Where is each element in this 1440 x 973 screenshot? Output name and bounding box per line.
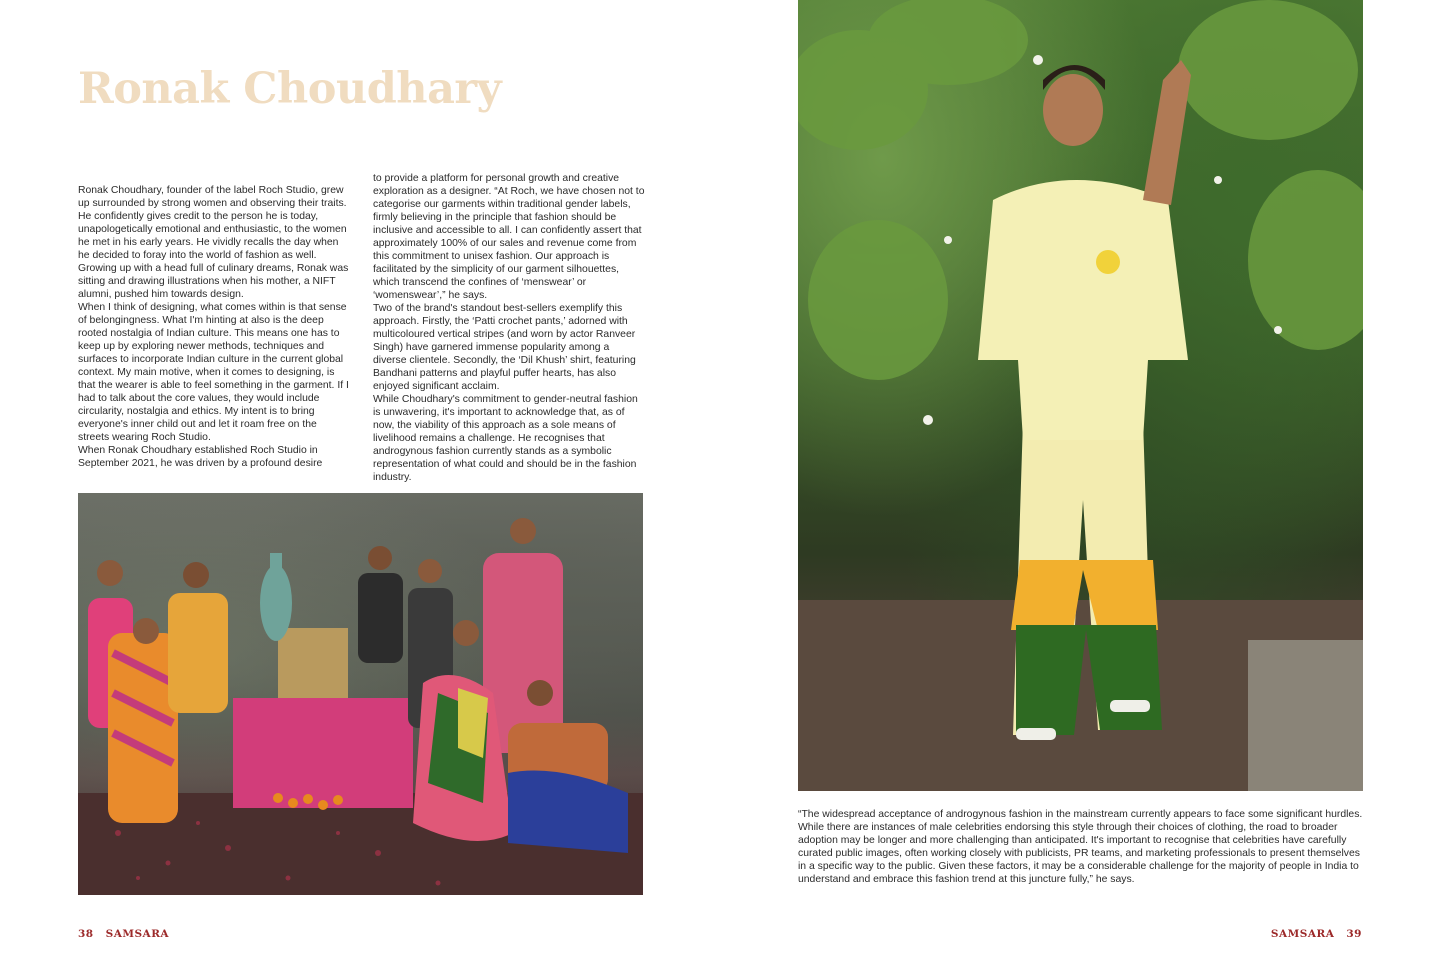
group-photo-illustration [78,493,643,895]
page-number: 38 [78,928,94,940]
pull-quote: “The widespread acceptance of androgynous fashion in the mainstream currently appears to face some significant hurdles. While there are instances of male celebrities endorsing this style through their choices of clothing, the road to broader adoption may be longer and more challenging than anticipated. It's important to recognise that celebrities have carefully curated public images, often working closely with publicists, PR teams, and marketing professionals to present themselves in a specific way to the public. Given these factors, it may be a considerable challenge for the majority of people in India to understand and embrace this fashion trend at this juncture fully,” he says. [798,809,1363,885]
portrait-photo-illustration [798,0,1363,791]
footer-left [78,928,169,940]
text-column-2 [373,172,645,484]
right-page [720,0,1440,973]
text-column-1 [78,184,350,470]
footer-right [1271,928,1362,940]
portrait-photo [798,0,1363,791]
paragraph: When I think of designing, what comes within is that sense of belongingness. What I'm hinting at also is the deep rooted nostalgia of Indian culture. This means one has to keep up by exploring newer methods, techniques and surfaces to incorporate Indian culture in the current global context. My main motive, when it comes to designing, is that the wearer is able to feel something in the garment. If I had to talk about the core values, they would include circularity, nostalgia and ethics. My intent is to bring everyone's inner child out and let it roam free on the streets wearing Roch Studio. [78,302,349,443]
group-photo [78,493,643,895]
paragraph: When Ronak Choudhary established Roch Studio in September 2021, he was driven by a profound desire [78,445,323,469]
magazine-name: SAMSARA [105,928,170,940]
paragraph: While Choudhary's commitment to gender-neutral fashion is unwavering, it's important to acknowledge that, as of now, the viability of this approach as a sole means of livelihood remains a challenge. He recognises that androgynous fashion currently stands as a symbolic representation of what could and should be in the fashion industry. [373,394,638,483]
paragraph: to provide a platform for personal growth and creative exploration as a designer. “At Roch, we have chosen not to categorise our garments within traditional gender labels, firmly believing in the principle that fashion should be inclusive and accessible to all. I can confidently assert that approximately 100% of our sales and revenue come from this commitment to unisex fashion. Our approach is facilitated by the simplicity of our garment silhouettes, which transcend the confines of ‘menswear’ or ‘womenswear’,” he says. [373,173,645,301]
paragraph: Two of the brand's standout best-sellers exemplify this approach. Firstly, the ‘Patti crochet pants,’ adorned with multicoloured vertical stripes (and worn by actor Ranveer Singh) have garnered immense popularity among a diverse clientele. Secondly, the ‘Dil Khush’ shirt, featuring Bandhani patterns and playful puffer hearts, has also enjoyed significant acclaim. [373,303,636,392]
article-title: Ronak Choudhary [78,64,502,114]
page-number: 39 [1346,928,1362,940]
paragraph: Ronak Choudhary, founder of the label Roch Studio, grew up surrounded by strong women and observing their traits. He confidently gives credit to the person he is today, unapologetically emotional and enthusiastic, to the women he met in his early years. He vividly recalls the day when he decided to foray into the world of fashion as well. Growing up with a head full of culinary dreams, Ronak was sitting and drawing illustrations when his mother, a NIFT alumni, pushed him towards design. [78,185,349,300]
magazine-name: SAMSARA [1270,928,1335,940]
